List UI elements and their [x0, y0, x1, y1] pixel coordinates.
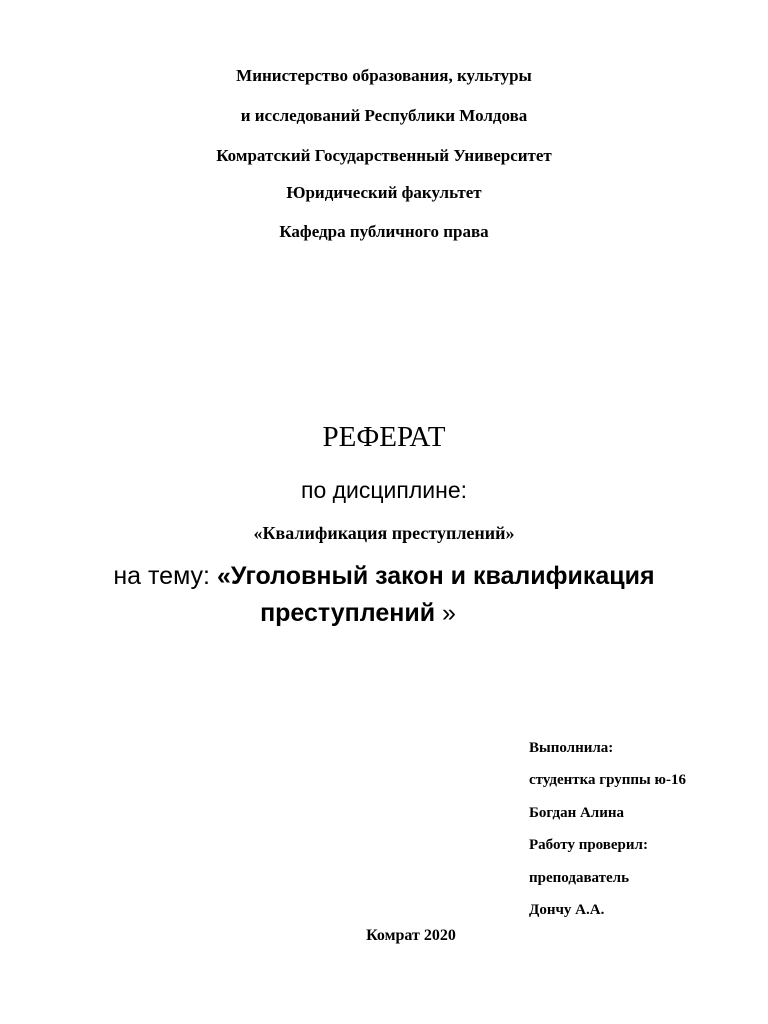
ministry-line-2: и исследований Республики Молдова: [240, 106, 528, 125]
university-name: Комратский Государственный Университет: [216, 146, 552, 165]
topic-title-part-2: преступлений: [260, 599, 436, 627]
faculty-name: Юридический факультет: [286, 183, 482, 202]
author-info-block: [529, 732, 759, 926]
discipline-name: «Квалификация преступлений»: [253, 523, 515, 543]
topic-line-1: [0, 562, 768, 591]
teacher-role: преподаватель: [529, 869, 630, 886]
student-name: Богдан Алина: [529, 804, 624, 821]
place-and-year: Комрат 2020: [366, 927, 456, 944]
document-type-title: РЕФЕРАТ: [322, 421, 446, 453]
discipline-prefix: по дисциплине:: [300, 477, 468, 503]
topic-title-part-1: «Уголовный закон и квалификация: [216, 562, 655, 590]
topic-closing-quote: »: [435, 599, 456, 627]
ministry-line-1: Министерство образования, культуры: [236, 66, 532, 85]
student-group: студентка группы ю-16: [529, 772, 686, 789]
teacher-name: Дончу А.А.: [529, 901, 605, 918]
checked-label: Работу проверил:: [529, 837, 648, 854]
performed-label: Выполнила:: [529, 740, 614, 756]
department-name: Кафедра публичного права: [279, 222, 489, 241]
topic-line-2: [0, 599, 742, 628]
topic-prefix: на тему:: [113, 562, 217, 590]
